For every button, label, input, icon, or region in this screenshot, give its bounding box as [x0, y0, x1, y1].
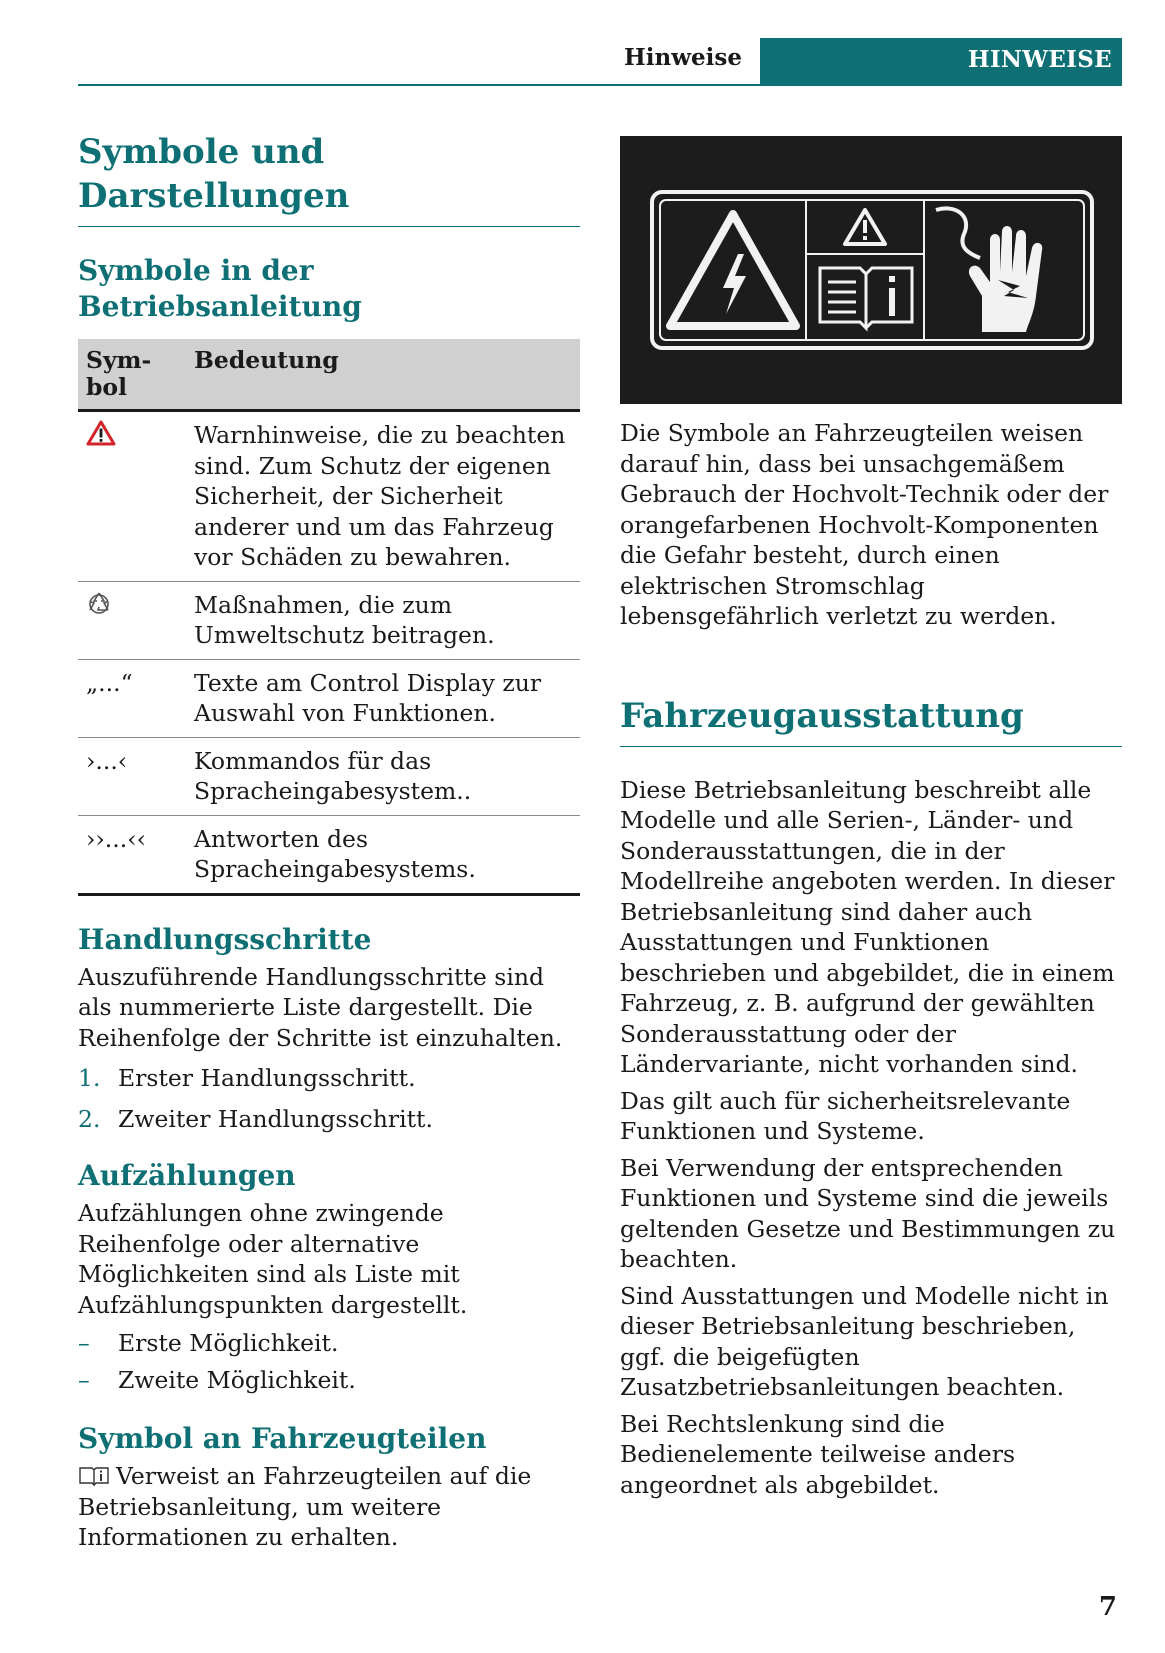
- title-rule: [620, 746, 1122, 747]
- table-row: [78, 737, 580, 815]
- bullet: –: [78, 1365, 90, 1394]
- list-item: [78, 1104, 580, 1135]
- header-rule: [78, 84, 1122, 86]
- enum-item-text: Zweite Möglichkeit.: [118, 1365, 356, 1394]
- symbol-cell: „...“: [78, 659, 170, 737]
- vehicle-symbol-paragraph: [78, 1461, 580, 1553]
- steps-text: Auszuführende Handlungsschritte sind als nummerierte Liste dargestellt. Die Reihenfolge der Schritte ist einzuhalten.: [78, 962, 563, 1052]
- list-item: [78, 1365, 580, 1396]
- table-row: [78, 581, 580, 659]
- equipment-paragraph: Sind Ausstattungen und Modelle nicht in dieser Betriebsanleitung beschrieben, ggf. die beigefügten Zusatzbetriebsanleitungen beachten.: [620, 1281, 1109, 1401]
- meaning-cell: Antworten des Spracheingabesystems.: [170, 815, 580, 894]
- symbols-heading: Symbole in der Betriebsanleitung: [78, 254, 362, 323]
- page-title: Symbole und Darstellungen: [78, 132, 350, 216]
- environment-icon: [86, 590, 112, 616]
- high-voltage-label-graphic: [620, 136, 1122, 404]
- running-section-title: Hinweise: [624, 44, 742, 71]
- enum-heading: Aufzählungen: [78, 1159, 296, 1192]
- manual-book-icon: [78, 1465, 110, 1487]
- equipment-title: Fahrzeugausstattung: [620, 695, 1024, 736]
- enum-list: [78, 1328, 580, 1395]
- equipment-paragraph: Bei Verwendung der entsprechenden Funktionen und Systeme sind die jeweils geltenden Gesetze und Bestimmungen zu beachten.: [620, 1153, 1116, 1273]
- list-item: [78, 1328, 580, 1359]
- symbol-cell: [78, 581, 170, 659]
- meaning-cell: Kommandos für das Spracheingabesystem..: [170, 737, 580, 815]
- table-row: [78, 659, 580, 737]
- high-voltage-warning-image: [620, 136, 1122, 404]
- vehicle-symbol-heading: Symbol an Fahrzeugteilen: [78, 1422, 487, 1455]
- meaning-cell: Warnhinweise, die zu beachten sind. Zum Schutz der eigenen Sicherheit, der Sicherheit anderer und um das Fahrzeug vor Schäden zu bewahren.: [170, 411, 580, 582]
- title-rule: [78, 226, 580, 227]
- meaning-cell: Texte am Control Display zur Auswahl von Funktionen.: [170, 659, 580, 737]
- equipment-paragraph: Das gilt auch für sicherheitsrelevante Funktionen und Systeme.: [620, 1086, 1071, 1145]
- equipment-paragraph: Bei Rechtslenkung sind die Bedienelemente teilweise anders angeordnet als abgebildet.: [620, 1409, 1016, 1499]
- right-column: [620, 136, 1122, 1500]
- meaning-cell: Maßnahmen, die zum Umweltschutz beitragen.: [170, 581, 580, 659]
- steps-list: [78, 1063, 580, 1134]
- table-header-row: [78, 339, 580, 411]
- vehicle-symbol-text: Verweist an Fahrzeugteilen auf die Betriebsanleitung, um weitere Informationen zu erhalten.: [78, 1462, 532, 1551]
- enum-item-text: Erste Möglichkeit.: [118, 1329, 339, 1357]
- enum-text: Aufzählungen ohne zwingende Reihenfolge oder alternative Möglichkeiten sind als Liste mit Aufzählungspunkten dargestellt.: [78, 1199, 468, 1319]
- image-caption: Die Symbole an Fahrzeugteilen weisen darauf hin, dass bei unsachgemäßem Gebrauch der Hochvolt-Technik oder der orangefarbenen Hochvolt-Komponenten die Gefahr besteht, durch einen elektrischen Stromschlag lebensgefährlich verletzt zu werden.: [620, 419, 1109, 630]
- step-text: Zweiter Handlungsschritt.: [118, 1104, 433, 1133]
- step-number: 2.: [78, 1104, 101, 1133]
- column-header-symbol: Sym- bol: [78, 339, 170, 411]
- step-text: Erster Handlungsschritt.: [118, 1064, 416, 1092]
- electric-shock-triangle-icon: [670, 214, 796, 326]
- table-row: [78, 411, 580, 582]
- column-header-meaning: Bedeutung: [170, 339, 580, 411]
- list-item: [78, 1063, 580, 1094]
- symbols-table: [78, 339, 580, 896]
- manual-book-icon: [820, 268, 912, 328]
- step-number: 1.: [78, 1064, 101, 1092]
- symbol-cell: [78, 411, 170, 582]
- symbol-cell: ››...‹‹: [78, 815, 170, 894]
- equipment-paragraph: Diese Betriebsanleitung beschreibt alle Modelle und alle Serien-, Länder- und Sonderausstattungen, die in der Modellreihe angeboten werden. In dieser Betriebsanleitung sind daher auch Ausstattungen und Funktionen beschrieben und abgebildet, die in einem Fahrzeug, z. B. aufgrund der gewählten Sonderausstattung oder der Ländervariante, nicht vorhanden sind.: [620, 775, 1115, 1078]
- symbol-cell: ›...‹: [78, 737, 170, 815]
- hand-shock-icon: [936, 208, 1042, 332]
- warning-triangle-icon: [86, 420, 116, 446]
- table-row: [78, 815, 580, 894]
- left-column: [78, 130, 580, 1553]
- chapter-tab: HINWEISE: [760, 38, 1122, 84]
- bullet: –: [78, 1329, 90, 1357]
- page-number: 7: [1098, 1592, 1117, 1622]
- caution-triangle-icon: [845, 210, 885, 244]
- steps-heading: Handlungsschritte: [78, 922, 372, 956]
